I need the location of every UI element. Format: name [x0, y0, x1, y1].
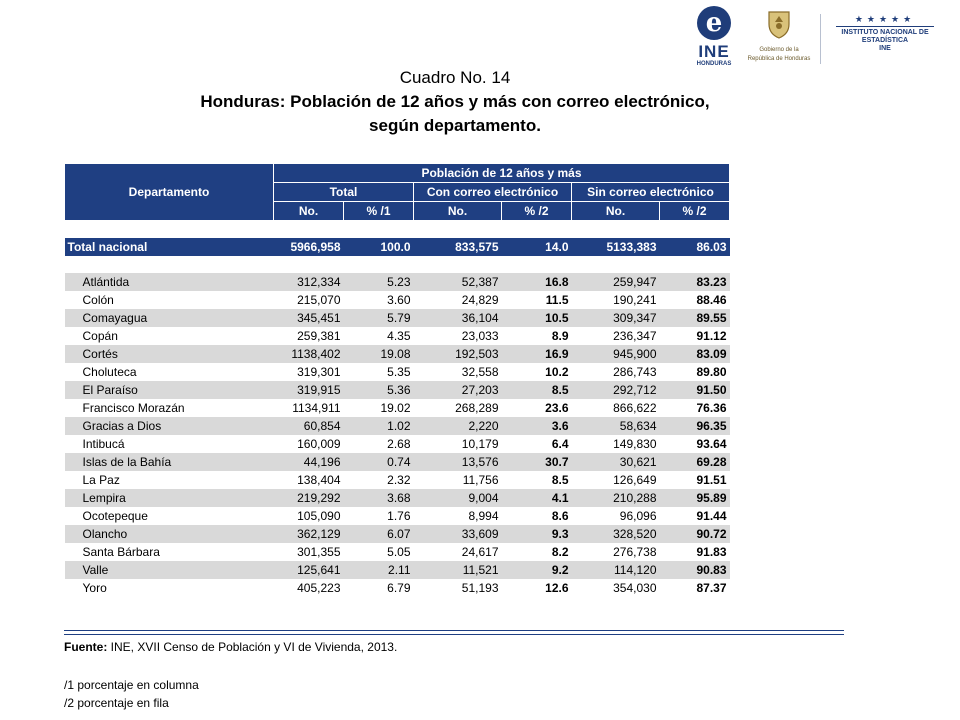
cell-con-pct: 12.6 — [502, 579, 572, 597]
cell-sin-no: 309,347 — [572, 309, 660, 327]
cell-total-no: 1134,911 — [274, 399, 344, 417]
cell-sin-no: 210,288 — [572, 489, 660, 507]
cell-con-no: 13,576 — [414, 453, 502, 471]
department-name: El Paraíso — [65, 381, 274, 399]
cell-sin-pct: 83.23 — [660, 273, 730, 291]
total-con-no: 833,575 — [414, 238, 502, 256]
coat-of-arms-icon — [765, 8, 793, 40]
header-total-no: No. — [274, 202, 344, 221]
cell-sin-pct: 83.09 — [660, 345, 730, 363]
source-note — [64, 640, 397, 654]
cell-sin-pct: 91.83 — [660, 543, 730, 561]
header-con-pct: % /2 — [502, 202, 572, 221]
cell-sin-pct: 76.36 — [660, 399, 730, 417]
table-row — [65, 417, 730, 435]
cell-con-no: 36,104 — [414, 309, 502, 327]
table-row — [65, 471, 730, 489]
cell-sin-no: 190,241 — [572, 291, 660, 309]
cell-con-pct: 8.9 — [502, 327, 572, 345]
cell-con-no: 27,203 — [414, 381, 502, 399]
cell-sin-pct: 91.44 — [660, 507, 730, 525]
header-group: Población de 12 años y más — [274, 164, 730, 183]
cell-con-pct: 3.6 — [502, 417, 572, 435]
cell-total-no: 105,090 — [274, 507, 344, 525]
cell-sin-no: 354,030 — [572, 579, 660, 597]
cell-sin-no: 276,738 — [572, 543, 660, 561]
cell-total-no: 1138,402 — [274, 345, 344, 363]
cell-con-no: 10,179 — [414, 435, 502, 453]
header-con: Con correo electrónico — [414, 183, 572, 202]
cell-sin-pct: 95.89 — [660, 489, 730, 507]
department-name: La Paz — [65, 471, 274, 489]
table-row — [65, 543, 730, 561]
table-row — [65, 399, 730, 417]
cell-total-no: 405,223 — [274, 579, 344, 597]
cell-con-pct: 11.5 — [502, 291, 572, 309]
cell-con-no: 23,033 — [414, 327, 502, 345]
cell-sin-pct: 69.28 — [660, 453, 730, 471]
cell-con-no: 192,503 — [414, 345, 502, 363]
institute-logo — [830, 14, 940, 64]
cell-total-pct: 1.76 — [344, 507, 414, 525]
cell-con-no: 33,609 — [414, 525, 502, 543]
header-sin-no: No. — [572, 202, 660, 221]
cell-sin-no: 945,900 — [572, 345, 660, 363]
cell-total-pct: 1.02 — [344, 417, 414, 435]
institute-rule — [836, 26, 934, 27]
table-row — [65, 507, 730, 525]
table-bottom-rule — [64, 630, 844, 635]
table-row — [65, 579, 730, 597]
department-name: Ocotepeque — [65, 507, 274, 525]
institute-line2: ESTADÍSTICA — [861, 37, 909, 44]
government-logo — [744, 8, 814, 74]
cell-total-no: 138,404 — [274, 471, 344, 489]
cell-con-pct: 8.2 — [502, 543, 572, 561]
total-name: Total nacional — [65, 238, 274, 256]
department-name: Francisco Morazán — [65, 399, 274, 417]
stars-icon: ★★★★★ — [854, 14, 916, 24]
department-name: Intibucá — [65, 435, 274, 453]
cell-sin-pct: 88.46 — [660, 291, 730, 309]
cell-con-pct: 10.2 — [502, 363, 572, 381]
table-row — [65, 525, 730, 543]
table-row — [65, 381, 730, 399]
cell-con-pct: 6.4 — [502, 435, 572, 453]
table-row — [65, 273, 730, 291]
cell-con-no: 11,521 — [414, 561, 502, 579]
cell-sin-pct: 93.64 — [660, 435, 730, 453]
cell-con-no: 51,193 — [414, 579, 502, 597]
department-name: Lempira — [65, 489, 274, 507]
cell-sin-no: 114,120 — [572, 561, 660, 579]
header-total: Total — [274, 183, 414, 202]
cell-sin-pct: 90.83 — [660, 561, 730, 579]
department-name: Gracias a Dios — [65, 417, 274, 435]
cell-total-pct: 6.07 — [344, 525, 414, 543]
table-row — [65, 345, 730, 363]
cell-total-no: 215,070 — [274, 291, 344, 309]
ine-e-icon: e — [697, 6, 731, 40]
cell-total-pct: 6.79 — [344, 579, 414, 597]
table-row — [65, 453, 730, 471]
cell-sin-no: 149,830 — [572, 435, 660, 453]
cell-total-pct: 5.35 — [344, 363, 414, 381]
cell-sin-pct: 91.51 — [660, 471, 730, 489]
header-sin-pct: % /2 — [660, 202, 730, 221]
cell-sin-pct: 91.50 — [660, 381, 730, 399]
government-logo-line1: Gobierno de la — [759, 47, 799, 53]
cell-sin-no: 30,621 — [572, 453, 660, 471]
department-name: Olancho — [65, 525, 274, 543]
table-row — [65, 435, 730, 453]
cell-total-pct: 5.79 — [344, 309, 414, 327]
header-con-no: No. — [414, 202, 502, 221]
cell-sin-no: 292,712 — [572, 381, 660, 399]
table-row — [65, 489, 730, 507]
department-name: Cortés — [65, 345, 274, 363]
cell-con-no: 52,387 — [414, 273, 502, 291]
cell-total-no: 312,334 — [274, 273, 344, 291]
title-line-1: Cuadro No. 14 — [399, 68, 511, 87]
header-total-pct: % /1 — [344, 202, 414, 221]
footnote-2: /2 porcentaje en fila — [64, 696, 169, 710]
cell-con-pct: 23.6 — [502, 399, 572, 417]
cell-sin-pct: 91.12 — [660, 327, 730, 345]
cell-total-no: 319,915 — [274, 381, 344, 399]
department-name: Valle — [65, 561, 274, 579]
department-name: Yoro — [65, 579, 274, 597]
source-label: Fuente: — [64, 640, 108, 654]
cell-sin-no: 328,520 — [572, 525, 660, 543]
institute-line3: INE — [879, 45, 891, 52]
cell-total-no: 362,129 — [274, 525, 344, 543]
cell-sin-pct: 89.55 — [660, 309, 730, 327]
department-name: Copán — [65, 327, 274, 345]
cell-sin-no: 286,743 — [572, 363, 660, 381]
government-logo-line2: República de Honduras — [747, 56, 811, 62]
cell-total-pct: 5.05 — [344, 543, 414, 561]
cell-total-pct: 2.32 — [344, 471, 414, 489]
table-row — [65, 561, 730, 579]
cell-con-pct: 4.1 — [502, 489, 572, 507]
cell-sin-no: 126,649 — [572, 471, 660, 489]
title-line-2: Honduras: Población de 12 años y más con correo electrónico, — [200, 92, 710, 111]
cell-con-pct: 10.5 — [502, 309, 572, 327]
cell-total-no: 219,292 — [274, 489, 344, 507]
institute-line1: INSTITUTO NACIONAL DE — [841, 29, 929, 36]
table-row — [65, 291, 730, 309]
cell-con-no: 2,220 — [414, 417, 502, 435]
cell-total-no: 345,451 — [274, 309, 344, 327]
spacer-row — [65, 221, 730, 239]
cell-total-pct: 2.68 — [344, 435, 414, 453]
cell-total-no: 259,381 — [274, 327, 344, 345]
total-total-pct: 100.0 — [344, 238, 414, 256]
table-row — [65, 327, 730, 345]
footnote-1: /1 porcentaje en columna — [64, 678, 199, 692]
cell-total-no: 125,641 — [274, 561, 344, 579]
cell-con-pct: 30.7 — [502, 453, 572, 471]
cell-sin-no: 236,347 — [572, 327, 660, 345]
cell-sin-no: 259,947 — [572, 273, 660, 291]
data-table — [64, 163, 730, 597]
cell-con-pct: 16.9 — [502, 345, 572, 363]
cell-sin-no: 866,622 — [572, 399, 660, 417]
total-sin-no: 5133,383 — [572, 238, 660, 256]
department-name: Choluteca — [65, 363, 274, 381]
cell-total-no: 60,854 — [274, 417, 344, 435]
total-total-no: 5966,958 — [274, 238, 344, 256]
cell-con-pct: 8.5 — [502, 471, 572, 489]
cell-total-pct: 2.11 — [344, 561, 414, 579]
department-name: Comayagua — [65, 309, 274, 327]
department-name: Islas de la Bahía — [65, 453, 274, 471]
cell-con-pct: 9.3 — [502, 525, 572, 543]
header-departamento: Departamento — [65, 164, 274, 221]
cell-total-no: 301,355 — [274, 543, 344, 561]
cell-total-pct: 3.60 — [344, 291, 414, 309]
cell-total-no: 160,009 — [274, 435, 344, 453]
cell-sin-pct: 96.35 — [660, 417, 730, 435]
cell-sin-pct: 90.72 — [660, 525, 730, 543]
cell-total-no: 319,301 — [274, 363, 344, 381]
department-name: Santa Bárbara — [65, 543, 274, 561]
cell-con-pct: 9.2 — [502, 561, 572, 579]
cell-total-pct: 5.36 — [344, 381, 414, 399]
header-sin: Sin correo electrónico — [572, 183, 730, 202]
cell-con-pct: 8.5 — [502, 381, 572, 399]
cell-sin-pct: 89.80 — [660, 363, 730, 381]
table-row — [65, 363, 730, 381]
cell-con-pct: 16.8 — [502, 273, 572, 291]
ine-logo-country: HONDURAS — [696, 61, 732, 67]
department-name: Colón — [65, 291, 274, 309]
cell-con-no: 24,617 — [414, 543, 502, 561]
cell-con-no: 11,756 — [414, 471, 502, 489]
cell-total-pct: 4.35 — [344, 327, 414, 345]
cell-sin-pct: 87.37 — [660, 579, 730, 597]
total-row — [65, 238, 730, 256]
table-row — [65, 309, 730, 327]
cell-con-no: 32,558 — [414, 363, 502, 381]
total-con-pct: 14.0 — [502, 238, 572, 256]
cell-con-no: 24,829 — [414, 291, 502, 309]
total-sin-pct: 86.03 — [660, 238, 730, 256]
spacer-row — [65, 256, 730, 273]
cell-total-pct: 0.74 — [344, 453, 414, 471]
title-line-3: según departamento. — [369, 116, 541, 135]
cell-con-pct: 8.6 — [502, 507, 572, 525]
cell-total-pct: 19.02 — [344, 399, 414, 417]
cell-total-pct: 3.68 — [344, 489, 414, 507]
cell-total-no: 44,196 — [274, 453, 344, 471]
department-name: Atlántida — [65, 273, 274, 291]
ine-logo-text: INE — [698, 42, 730, 61]
cell-total-pct: 19.08 — [344, 345, 414, 363]
cell-sin-no: 58,634 — [572, 417, 660, 435]
source-text: INE, XVII Censo de Población y VI de Vivienda, 2013. — [107, 640, 398, 654]
cell-sin-no: 96,096 — [572, 507, 660, 525]
logo-divider — [820, 14, 821, 64]
page-title — [0, 66, 910, 138]
cell-con-no: 8,994 — [414, 507, 502, 525]
cell-con-no: 268,289 — [414, 399, 502, 417]
cell-total-pct: 5.23 — [344, 273, 414, 291]
cell-con-no: 9,004 — [414, 489, 502, 507]
